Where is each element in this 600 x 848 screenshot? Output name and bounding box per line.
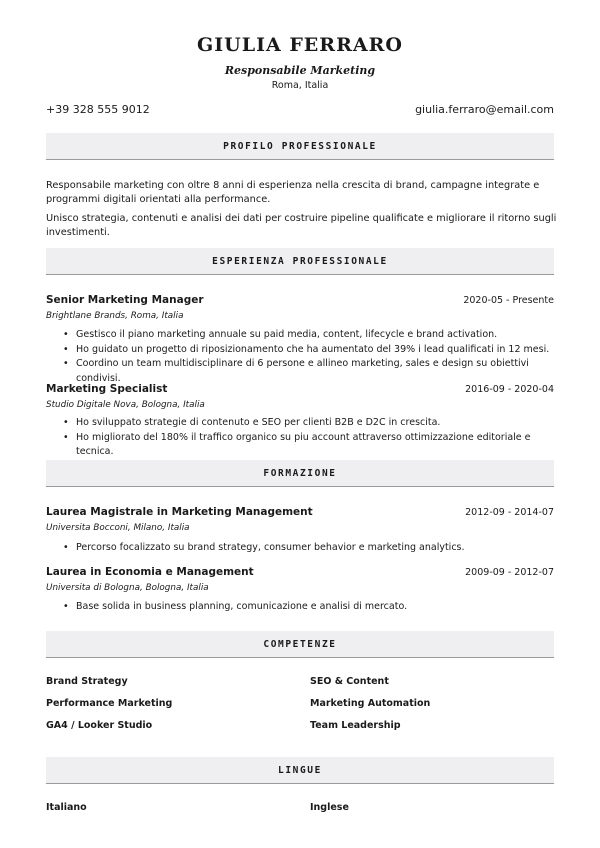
skill-item: Team Leadership xyxy=(310,720,401,731)
list-item: • Percorso focalizzato su brand strategy, consumer behavior e marketing analytics. xyxy=(76,541,554,556)
phone-number: +39 328 555 9012 xyxy=(46,103,150,116)
skill-item: GA4 / Looker Studio xyxy=(46,720,153,731)
section-heading-skills: COMPETENZE xyxy=(46,631,554,658)
degree-bullets xyxy=(46,600,554,615)
list-item: • Base solida in business planning, comunicazione e analisi di mercato. xyxy=(76,600,554,615)
job-title: Senior Marketing Manager xyxy=(46,294,204,306)
degree-title: Laurea in Economia e Management xyxy=(46,566,254,578)
email-address: giulia.ferraro@email.com xyxy=(415,103,554,116)
contact-row xyxy=(46,103,554,116)
section-heading-education: FORMAZIONE xyxy=(46,460,554,487)
skill-item: SEO & Content xyxy=(310,676,389,687)
job-bullets xyxy=(46,328,554,386)
section-heading-languages: LINGUE xyxy=(46,757,554,784)
skill-item: Marketing Automation xyxy=(310,698,431,709)
job-dates: 2020-05 - Presente xyxy=(463,295,554,306)
degree-institution: Universita di Bologna, Bologna, Italia xyxy=(46,583,209,593)
profile-paragraph: Unisco strategia, contenuti e analisi dei dati per costruire pipeline qualificate e migliorare il ritorno sugli investimenti. xyxy=(46,213,557,238)
degree-institution: Universita Bocconi, Milano, Italia xyxy=(46,523,190,533)
job-organization: Studio Digitale Nova, Bologna, Italia xyxy=(46,400,205,410)
language-item: Italiano xyxy=(46,802,87,813)
job-dates: 2016-09 - 2020-04 xyxy=(465,384,554,395)
section-heading-profile: PROFILO PROFESSIONALE xyxy=(46,133,554,160)
job-organization: Brightlane Brands, Roma, Italia xyxy=(46,311,184,321)
degree-bullets xyxy=(46,541,554,556)
skill-item: Performance Marketing xyxy=(46,698,173,709)
profile-paragraph: Responsabile marketing con oltre 8 anni di esperienza nella crescita di brand, campagne integrate e programmi digitali orientati alla performance. xyxy=(46,180,540,205)
list-item: • Gestisco il piano marketing annuale su paid media, content, lifecycle e brand activation. xyxy=(76,328,554,343)
degree-dates: 2009-09 - 2012-07 xyxy=(465,567,554,578)
candidate-location: Roma, Italia xyxy=(271,80,329,91)
list-item: • Ho guidato un progetto di riposizionamento che ha aumentato del 39% i lead qualificati in 12 mesi. xyxy=(76,343,554,358)
candidate-role: Responsabile Marketing xyxy=(224,64,376,77)
list-item: • Ho sviluppato strategie di contenuto e SEO per clienti B2B e D2C in crescita. xyxy=(76,416,554,431)
candidate-name: GIULIA FERRARO xyxy=(197,34,403,56)
degree-dates: 2012-09 - 2014-07 xyxy=(465,507,554,518)
section-heading-experience: ESPERIENZA PROFESSIONALE xyxy=(46,248,554,275)
job-bullets xyxy=(46,416,554,460)
list-item: • Ho migliorato del 180% il traffico organico su piu account attraverso ottimizzazione editoriale e tecnica. xyxy=(76,431,554,460)
job-title: Marketing Specialist xyxy=(46,383,168,395)
list-item: • Coordino un team multidisciplinare di 6 persone e allineo marketing, sales e design su obiettivi condivisi. xyxy=(76,357,554,386)
language-item: Inglese xyxy=(310,802,349,813)
degree-title: Laurea Magistrale in Marketing Management xyxy=(46,506,313,518)
skill-item: Brand Strategy xyxy=(46,676,128,687)
